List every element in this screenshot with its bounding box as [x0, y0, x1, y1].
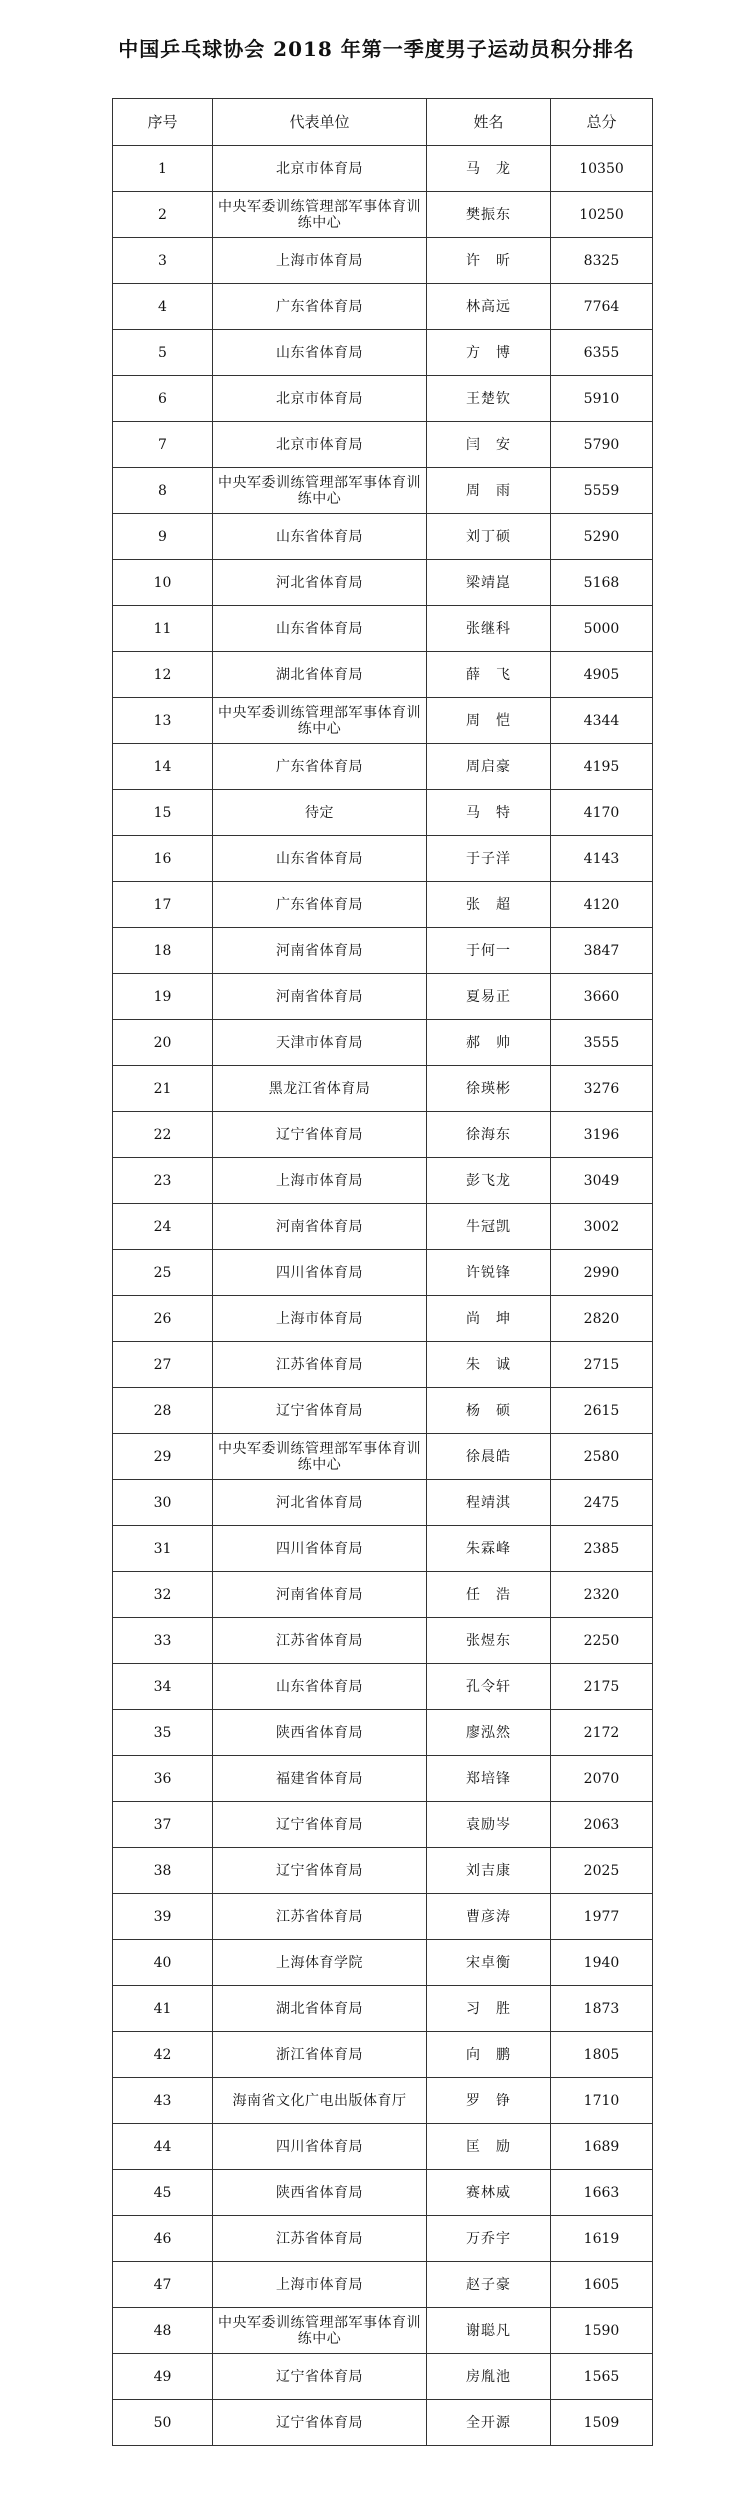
- total-score-cell: 1710: [551, 2078, 653, 2124]
- rank-number-cell: 45: [113, 2170, 213, 2216]
- rank-number-cell: 6: [113, 376, 213, 422]
- rank-number-cell: 31: [113, 1526, 213, 1572]
- player-name-cell: 梁靖崑: [427, 560, 551, 606]
- total-score-cell: 2175: [551, 1664, 653, 1710]
- player-name-cell: 张继科: [427, 606, 551, 652]
- player-name-cell: 林高远: [427, 284, 551, 330]
- player-name-cell: 徐瑛彬: [427, 1066, 551, 1112]
- total-score-cell: 1873: [551, 1986, 653, 2032]
- unit-cell: 河北省体育局: [213, 1480, 427, 1526]
- unit-cell: 湖北省体育局: [213, 652, 427, 698]
- unit-cell: 河南省体育局: [213, 1204, 427, 1250]
- rank-number-cell: 47: [113, 2262, 213, 2308]
- rank-number-cell: 37: [113, 1802, 213, 1848]
- player-name-cell: 徐海东: [427, 1112, 551, 1158]
- table-row: [113, 1112, 653, 1158]
- rank-number-cell: 23: [113, 1158, 213, 1204]
- unit-cell: 陕西省体育局: [213, 2170, 427, 2216]
- unit-cell: 北京市体育局: [213, 146, 427, 192]
- unit-cell: 上海体育学院: [213, 1940, 427, 1986]
- total-score-cell: 4143: [551, 836, 653, 882]
- total-score-cell: 8325: [551, 238, 653, 284]
- unit-cell: 山东省体育局: [213, 330, 427, 376]
- table-row: [113, 146, 653, 192]
- rank-number-cell: 19: [113, 974, 213, 1020]
- total-score-cell: 7764: [551, 284, 653, 330]
- table-row: [113, 560, 653, 606]
- table-row: [113, 1710, 653, 1756]
- player-name-cell: 方 博: [427, 330, 551, 376]
- total-score-cell: 2070: [551, 1756, 653, 1802]
- player-name-cell: 于子洋: [427, 836, 551, 882]
- total-score-cell: 3049: [551, 1158, 653, 1204]
- total-score-cell: 1619: [551, 2216, 653, 2262]
- rank-number-cell: 44: [113, 2124, 213, 2170]
- unit-cell: 陕西省体育局: [213, 1710, 427, 1756]
- rank-number-cell: 28: [113, 1388, 213, 1434]
- rank-number-cell: 34: [113, 1664, 213, 1710]
- player-name-cell: 朱 诚: [427, 1342, 551, 1388]
- total-score-cell: 2063: [551, 1802, 653, 1848]
- table-row: [113, 744, 653, 790]
- total-score-cell: 1509: [551, 2400, 653, 2446]
- unit-cell: 山东省体育局: [213, 606, 427, 652]
- ranking-table: [112, 98, 653, 2446]
- total-score-cell: 3555: [551, 1020, 653, 1066]
- player-name-cell: 徐晨皓: [427, 1434, 551, 1480]
- table-row: [113, 514, 653, 560]
- table-row: [113, 2216, 653, 2262]
- player-name-cell: 许锐锋: [427, 1250, 551, 1296]
- table-row: [113, 1618, 653, 1664]
- table-row: [113, 238, 653, 284]
- total-score-cell: 2990: [551, 1250, 653, 1296]
- header-unit: 代表单位: [213, 99, 427, 146]
- rank-number-cell: 16: [113, 836, 213, 882]
- unit-cell: 上海市体育局: [213, 1158, 427, 1204]
- unit-cell: 辽宁省体育局: [213, 2354, 427, 2400]
- rank-number-cell: 26: [113, 1296, 213, 1342]
- unit-cell: 四川省体育局: [213, 2124, 427, 2170]
- rank-number-cell: 21: [113, 1066, 213, 1112]
- table-row: [113, 284, 653, 330]
- player-name-cell: 全开源: [427, 2400, 551, 2446]
- table-row: [113, 2354, 653, 2400]
- unit-cell: 河北省体育局: [213, 560, 427, 606]
- table-row: [113, 2124, 653, 2170]
- rank-number-cell: 24: [113, 1204, 213, 1250]
- rank-number-cell: 39: [113, 1894, 213, 1940]
- rank-number-cell: 13: [113, 698, 213, 744]
- rank-number-cell: 41: [113, 1986, 213, 2032]
- unit-cell: 海南省文化广电出版体育厅: [213, 2078, 427, 2124]
- player-name-cell: 宋卓衡: [427, 1940, 551, 1986]
- player-name-cell: 薛 飞: [427, 652, 551, 698]
- table-row: [113, 882, 653, 928]
- unit-cell: 辽宁省体育局: [213, 1388, 427, 1434]
- player-name-cell: 郑培锋: [427, 1756, 551, 1802]
- rank-number-cell: 33: [113, 1618, 213, 1664]
- rank-number-cell: 29: [113, 1434, 213, 1480]
- unit-cell: 湖北省体育局: [213, 1986, 427, 2032]
- table-row: [113, 790, 653, 836]
- rank-number-cell: 40: [113, 1940, 213, 1986]
- player-name-cell: 闫 安: [427, 422, 551, 468]
- table-row: [113, 1066, 653, 1112]
- table-row: [113, 606, 653, 652]
- table-row: [113, 376, 653, 422]
- player-name-cell: 匡 励: [427, 2124, 551, 2170]
- total-score-cell: 5910: [551, 376, 653, 422]
- player-name-cell: 彭飞龙: [427, 1158, 551, 1204]
- player-name-cell: 牛冠凯: [427, 1204, 551, 1250]
- total-score-cell: 1590: [551, 2308, 653, 2354]
- unit-cell: 四川省体育局: [213, 1526, 427, 1572]
- rank-number-cell: 50: [113, 2400, 213, 2446]
- unit-cell: 上海市体育局: [213, 2262, 427, 2308]
- header-player-name: 姓名: [427, 99, 551, 146]
- player-name-cell: 廖泓然: [427, 1710, 551, 1756]
- total-score-cell: 2580: [551, 1434, 653, 1480]
- unit-cell: 辽宁省体育局: [213, 2400, 427, 2446]
- table-row: [113, 2170, 653, 2216]
- table-row: [113, 192, 653, 238]
- unit-cell: 北京市体育局: [213, 422, 427, 468]
- table-body: [113, 146, 653, 2446]
- table-row: [113, 1158, 653, 1204]
- player-name-cell: 周 雨: [427, 468, 551, 514]
- unit-cell: 中央军委训练管理部军事体育训练中心: [213, 698, 427, 744]
- player-name-cell: 万乔宇: [427, 2216, 551, 2262]
- player-name-cell: 习 胜: [427, 1986, 551, 2032]
- table-row: [113, 1020, 653, 1066]
- total-score-cell: 1940: [551, 1940, 653, 1986]
- table-row: [113, 1572, 653, 1618]
- table-row: [113, 422, 653, 468]
- unit-cell: 山东省体育局: [213, 514, 427, 560]
- player-name-cell: 张 超: [427, 882, 551, 928]
- rank-number-cell: 36: [113, 1756, 213, 1802]
- rank-number-cell: 15: [113, 790, 213, 836]
- page-title: 中国乒乓球协会 2018 年第一季度男子运动员积分排名: [118, 37, 635, 61]
- player-name-cell: 于何一: [427, 928, 551, 974]
- unit-cell: 辽宁省体育局: [213, 1112, 427, 1158]
- table-row: [113, 974, 653, 1020]
- rank-number-cell: 43: [113, 2078, 213, 2124]
- table-row: [113, 2400, 653, 2446]
- total-score-cell: 2475: [551, 1480, 653, 1526]
- total-score-cell: 3196: [551, 1112, 653, 1158]
- unit-cell: 浙江省体育局: [213, 2032, 427, 2078]
- table-row: [113, 468, 653, 514]
- unit-cell: 山东省体育局: [213, 1664, 427, 1710]
- rank-number-cell: 22: [113, 1112, 213, 1158]
- table-row: [113, 2078, 653, 2124]
- player-name-cell: 夏易正: [427, 974, 551, 1020]
- player-name-cell: 袁励岑: [427, 1802, 551, 1848]
- total-score-cell: 10250: [551, 192, 653, 238]
- rank-number-cell: 14: [113, 744, 213, 790]
- header-rank-number: 序号: [113, 99, 213, 146]
- table-row: [113, 1388, 653, 1434]
- player-name-cell: 曹彦涛: [427, 1894, 551, 1940]
- unit-cell: 河南省体育局: [213, 1572, 427, 1618]
- total-score-cell: 1805: [551, 2032, 653, 2078]
- player-name-cell: 王楚钦: [427, 376, 551, 422]
- table-row: [113, 652, 653, 698]
- unit-cell: 中央军委训练管理部军事体育训练中心: [213, 2308, 427, 2354]
- player-name-cell: 赛林威: [427, 2170, 551, 2216]
- rank-number-cell: 48: [113, 2308, 213, 2354]
- total-score-cell: 5290: [551, 514, 653, 560]
- rank-number-cell: 30: [113, 1480, 213, 1526]
- rank-number-cell: 20: [113, 1020, 213, 1066]
- rank-number-cell: 5: [113, 330, 213, 376]
- total-score-cell: 4120: [551, 882, 653, 928]
- total-score-cell: 3002: [551, 1204, 653, 1250]
- total-score-cell: 4344: [551, 698, 653, 744]
- unit-cell: 上海市体育局: [213, 238, 427, 284]
- unit-cell: 广东省体育局: [213, 744, 427, 790]
- total-score-cell: 2025: [551, 1848, 653, 1894]
- table-row: [113, 1250, 653, 1296]
- table-row: [113, 836, 653, 882]
- total-score-cell: 3847: [551, 928, 653, 974]
- table-header-row: [113, 99, 653, 146]
- unit-cell: 辽宁省体育局: [213, 1802, 427, 1848]
- rank-number-cell: 46: [113, 2216, 213, 2262]
- rank-number-cell: 2: [113, 192, 213, 238]
- player-name-cell: 房胤池: [427, 2354, 551, 2400]
- total-score-cell: 4170: [551, 790, 653, 836]
- table-row: [113, 1848, 653, 1894]
- table-row: [113, 1802, 653, 1848]
- total-score-cell: 2320: [551, 1572, 653, 1618]
- table-row: [113, 2032, 653, 2078]
- rank-number-cell: 3: [113, 238, 213, 284]
- player-name-cell: 周启豪: [427, 744, 551, 790]
- unit-cell: 广东省体育局: [213, 284, 427, 330]
- player-name-cell: 谢聪凡: [427, 2308, 551, 2354]
- rank-number-cell: 10: [113, 560, 213, 606]
- player-name-cell: 张煜东: [427, 1618, 551, 1664]
- table-row: [113, 1342, 653, 1388]
- unit-cell: 江苏省体育局: [213, 2216, 427, 2262]
- table-row: [113, 1480, 653, 1526]
- unit-cell: 黑龙江省体育局: [213, 1066, 427, 1112]
- unit-cell: 北京市体育局: [213, 376, 427, 422]
- unit-cell: 中央军委训练管理部军事体育训练中心: [213, 192, 427, 238]
- unit-cell: 天津市体育局: [213, 1020, 427, 1066]
- total-score-cell: 5559: [551, 468, 653, 514]
- unit-cell: 山东省体育局: [213, 836, 427, 882]
- total-score-cell: 1689: [551, 2124, 653, 2170]
- player-name-cell: 郝 帅: [427, 1020, 551, 1066]
- table-row: [113, 698, 653, 744]
- total-score-cell: 3660: [551, 974, 653, 1020]
- unit-cell: 江苏省体育局: [213, 1342, 427, 1388]
- player-name-cell: 罗 铮: [427, 2078, 551, 2124]
- player-name-cell: 马 特: [427, 790, 551, 836]
- header-total-score: 总分: [551, 99, 653, 146]
- player-name-cell: 向 鹏: [427, 2032, 551, 2078]
- rank-number-cell: 7: [113, 422, 213, 468]
- table-row: [113, 1296, 653, 1342]
- table-row: [113, 330, 653, 376]
- total-score-cell: 6355: [551, 330, 653, 376]
- total-score-cell: 2250: [551, 1618, 653, 1664]
- table-row: [113, 2262, 653, 2308]
- table-row: [113, 1204, 653, 1250]
- player-name-cell: 尚 坤: [427, 1296, 551, 1342]
- rank-number-cell: 9: [113, 514, 213, 560]
- unit-cell: 河南省体育局: [213, 928, 427, 974]
- player-name-cell: 樊振东: [427, 192, 551, 238]
- player-name-cell: 刘吉康: [427, 1848, 551, 1894]
- total-score-cell: 1663: [551, 2170, 653, 2216]
- total-score-cell: 4195: [551, 744, 653, 790]
- player-name-cell: 杨 硕: [427, 1388, 551, 1434]
- unit-cell: 江苏省体育局: [213, 1894, 427, 1940]
- player-name-cell: 赵子豪: [427, 2262, 551, 2308]
- table-row: [113, 1756, 653, 1802]
- rank-number-cell: 4: [113, 284, 213, 330]
- player-name-cell: 孔令轩: [427, 1664, 551, 1710]
- rank-number-cell: 27: [113, 1342, 213, 1388]
- unit-cell: 上海市体育局: [213, 1296, 427, 1342]
- total-score-cell: 2385: [551, 1526, 653, 1572]
- unit-cell: 江苏省体育局: [213, 1618, 427, 1664]
- rank-number-cell: 38: [113, 1848, 213, 1894]
- rank-number-cell: 32: [113, 1572, 213, 1618]
- unit-cell: 河南省体育局: [213, 974, 427, 1020]
- unit-cell: 中央军委训练管理部军事体育训练中心: [213, 468, 427, 514]
- total-score-cell: 4905: [551, 652, 653, 698]
- total-score-cell: 3276: [551, 1066, 653, 1112]
- total-score-cell: 2820: [551, 1296, 653, 1342]
- unit-cell: 中央军委训练管理部军事体育训练中心: [213, 1434, 427, 1480]
- unit-cell: 四川省体育局: [213, 1250, 427, 1296]
- unit-cell: 辽宁省体育局: [213, 1848, 427, 1894]
- rank-number-cell: 25: [113, 1250, 213, 1296]
- rank-number-cell: 42: [113, 2032, 213, 2078]
- total-score-cell: 10350: [551, 146, 653, 192]
- player-name-cell: 朱霖峰: [427, 1526, 551, 1572]
- table-row: [113, 1940, 653, 1986]
- unit-cell: 广东省体育局: [213, 882, 427, 928]
- rank-number-cell: 18: [113, 928, 213, 974]
- rank-number-cell: 1: [113, 146, 213, 192]
- player-name-cell: 周 恺: [427, 698, 551, 744]
- total-score-cell: 2172: [551, 1710, 653, 1756]
- total-score-cell: 5790: [551, 422, 653, 468]
- total-score-cell: 1977: [551, 1894, 653, 1940]
- rank-number-cell: 49: [113, 2354, 213, 2400]
- rank-number-cell: 35: [113, 1710, 213, 1756]
- table-row: [113, 928, 653, 974]
- player-name-cell: 任 浩: [427, 1572, 551, 1618]
- rank-number-cell: 11: [113, 606, 213, 652]
- total-score-cell: 5000: [551, 606, 653, 652]
- rank-number-cell: 8: [113, 468, 213, 514]
- player-name-cell: 马 龙: [427, 146, 551, 192]
- total-score-cell: 2715: [551, 1342, 653, 1388]
- rank-number-cell: 12: [113, 652, 213, 698]
- table-row: [113, 1894, 653, 1940]
- rank-number-cell: 17: [113, 882, 213, 928]
- table-row: [113, 2308, 653, 2354]
- total-score-cell: 1565: [551, 2354, 653, 2400]
- total-score-cell: 1605: [551, 2262, 653, 2308]
- player-name-cell: 许 昕: [427, 238, 551, 284]
- table-row: [113, 1986, 653, 2032]
- total-score-cell: 2615: [551, 1388, 653, 1434]
- player-name-cell: 程靖淇: [427, 1480, 551, 1526]
- table-row: [113, 1526, 653, 1572]
- table-row: [113, 1434, 653, 1480]
- total-score-cell: 5168: [551, 560, 653, 606]
- player-name-cell: 刘丁硕: [427, 514, 551, 560]
- unit-cell: 福建省体育局: [213, 1756, 427, 1802]
- unit-cell: 待定: [213, 790, 427, 836]
- table-row: [113, 1664, 653, 1710]
